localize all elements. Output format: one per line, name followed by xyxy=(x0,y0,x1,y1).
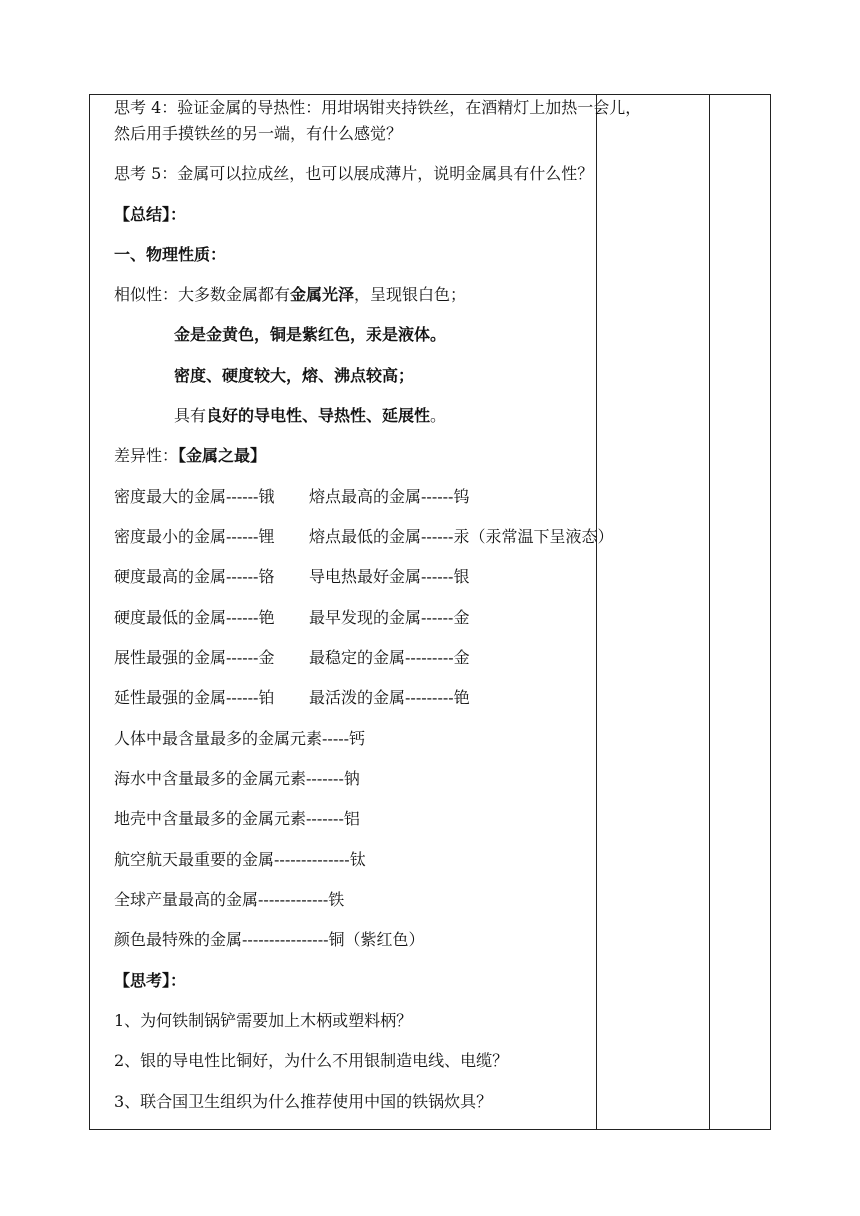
difference-line xyxy=(114,446,266,466)
record-left: 硬度最高的金属------铬 xyxy=(114,567,275,586)
similarity-prefix: 相似性：大多数金属都有 xyxy=(114,285,291,304)
record-single: 航空航天最重要的金属--------------钛 xyxy=(114,850,366,869)
question: 3、联合国卫生组织为什么推荐使用中国的铁锅炊具？ xyxy=(114,1092,493,1111)
record-single: 海水中含量最多的金属元素-------钠 xyxy=(114,769,360,788)
similarity-properties xyxy=(174,406,446,426)
record-single: 颜色最特殊的金属----------------铜（紫红色） xyxy=(114,930,425,949)
question: 2、银的导电性比铜好，为什么不用银制造电线、电缆？ xyxy=(114,1051,509,1070)
similarity-density: 密度、硬度较大，熔、沸点较高； xyxy=(174,366,415,385)
similarity-suffix: ，呈现银白色； xyxy=(354,285,467,304)
similarity4-prefix: 具有 xyxy=(174,406,207,425)
record-right: 最活泼的金属---------铯 xyxy=(309,688,470,707)
column-divider xyxy=(596,95,597,1129)
record-left: 展性最强的金属------金 xyxy=(114,648,275,667)
record-left: 密度最大的金属------锇 xyxy=(114,487,275,506)
record-right: 导电热最好金属------银 xyxy=(309,567,470,586)
column-divider xyxy=(709,95,710,1129)
record-single: 人体中最含量最多的金属元素-----钙 xyxy=(114,729,366,748)
section1-heading: 一、物理性质： xyxy=(114,245,227,264)
lesson-table xyxy=(89,94,771,1130)
think4-line1: 思考 4：验证金属的导热性：用坩埚钳夹持铁丝，在酒精灯上加热一会儿， xyxy=(114,98,642,117)
question: 1、为何铁制锅铲需要加上木柄或塑料柄？ xyxy=(114,1011,413,1030)
record-left: 密度最小的金属------锂 xyxy=(114,527,275,546)
record-left: 延性最强的金属------铂 xyxy=(114,688,275,707)
similarity-bold: 金属光泽 xyxy=(290,285,355,304)
record-single: 地壳中含量最多的金属元素-------铝 xyxy=(114,809,360,828)
record-right: 熔点最低的金属------汞（汞常温下呈液态） xyxy=(309,527,614,546)
record-single: 全球产量最高的金属-------------铁 xyxy=(114,890,345,909)
think-heading: 【思考】： xyxy=(114,971,187,990)
similarity-colors: 金是金黄色，铜是紫红色，汞是液体。 xyxy=(174,325,447,344)
difference-bold: 【金属之最】 xyxy=(178,446,267,465)
summary-heading: 【总结】： xyxy=(114,205,187,224)
record-right: 最稳定的金属---------金 xyxy=(309,648,470,667)
similarity4-bold: 良好的导电性、导热性、延展性 xyxy=(206,406,431,425)
difference-prefix: 差异性： xyxy=(114,446,179,465)
similarity4-suffix: 。 xyxy=(430,406,447,425)
record-right: 最早发现的金属------金 xyxy=(309,608,470,627)
similarity-line xyxy=(114,285,466,305)
think4-line2: 然后用手摸铁丝的另一端，有什么感觉？ xyxy=(114,124,403,143)
think5: 思考 5：金属可以拉成丝，也可以展成薄片，说明金属具有什么性？ xyxy=(114,164,594,183)
record-left: 硬度最低的金属------铯 xyxy=(114,608,275,627)
record-right: 熔点最高的金属------钨 xyxy=(309,487,470,506)
